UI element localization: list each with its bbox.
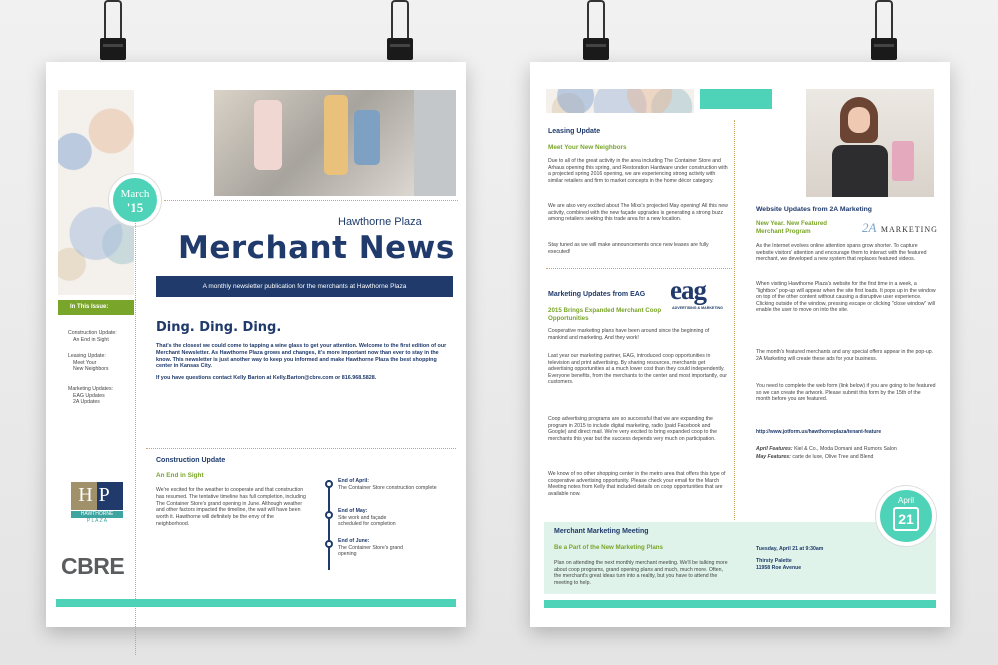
sidebar-item: Marketing Updates: EAG Updates 2A Updates [68, 386, 113, 405]
masthead-title: Merchant News [178, 230, 455, 266]
intro-heading: Ding. Ding. Ding. [156, 320, 282, 335]
april-features: April Features: Kiel & Co., Moda Domani and Rumors Salon [756, 446, 897, 452]
leasing-paragraph: Due to all of the great activity in the area including The Container Store and Arhaus opening this spring, and Restoration Hardware under construction with a projected spring 2016 opening, we are experiencing strong activity with similar retailers and firm to market concepts in the home décor category. [548, 158, 728, 184]
leasing-paragraph: Stay tuned as we will make announcements once new leases are fully executed! [548, 242, 709, 255]
eag-subheading: 2015 Brings Expanded Merchant Coop Opportunities [548, 307, 662, 322]
calendar-badge [876, 486, 936, 546]
eag-logo-sub: ADVERTISING & MARKETING [672, 306, 723, 310]
meeting-body: Plan on attending the next monthly merchant meeting. We'll be talking more about coop programs, grand opening plans and much, much more. Often, the merchant's great ideas turn into a reality, but you have to attend the meeting to help. [554, 560, 728, 586]
website-heading: Website Updates from 2A Marketing [756, 206, 872, 213]
meeting-when: Tuesday, April 21 at 9:30am [756, 546, 824, 552]
timeline-dot [325, 480, 333, 488]
decorative-pattern [546, 89, 694, 113]
sidebar-item: Construction Update: An End in Sight [68, 330, 117, 343]
timeline-line [328, 480, 330, 570]
newsletter-page-1 [46, 62, 466, 627]
woman-shopping-photo [806, 89, 934, 197]
leasing-paragraph: We are also very excited about The Mixx's projected May opening! All this new activity, combined with the new façade upgrades is generating a strong buzz among retailers seeking this trade area for a new location. [548, 203, 728, 222]
meeting-heading: Merchant Marketing Meeting [554, 528, 649, 535]
cbre-logo: CBRE [61, 553, 125, 579]
issue-year: '15 [126, 200, 144, 215]
leasing-heading: Leasing Update [548, 128, 601, 135]
tagline-banner: A monthly newsletter publication for the merchants at Hawthorne Plaza [156, 276, 453, 297]
timeline-dot [325, 511, 333, 519]
timeline-dot [325, 540, 333, 548]
website-paragraph: When visiting Hawthorne Plaza's website for the first time in a week, a "lightbox" pop-up will appear when the site first loads. It pops up in the window on top of the other content without causing a disruptive user experience. Clicking outside of the window, pressing escape or clicking "close window" will enable the user to move on into the site. [756, 281, 936, 313]
sidebar-item: Leasing Update: Meet Your New Neighbors [68, 353, 109, 372]
leasing-subheading: Meet Your New Neighbors [548, 144, 627, 151]
eag-paragraph: Last year our marketing partner, EAG, introduced coop opportunities in television and print advertising. By sharing resources, merchants get advertising opportunities at a much lower cost than they could independently. Everyone benefits, from the merchants to the center and most importantly, our customers. [548, 353, 727, 385]
meeting-box [544, 522, 936, 594]
eag-paragraph: Coop advertising programs are so successful that we are expanding the program in 2015 to include digital marketing, radio (paid Facebook and Google) and direct mail. We're very excited to bring expanded coop to the merchants this year but the success depends very much on participation. [548, 416, 718, 442]
meeting-address: 11958 Roe Avenue [756, 565, 802, 571]
teal-block [700, 89, 772, 109]
website-paragraph: As the Internet evolves online attention spans grow shorter. To capture website visitors' attention and encourage them to interact with the featured merchant, we developed a new system that replaces featured videos. [756, 243, 927, 262]
eag-paragraph: We know of no other shopping center in the metro area that offers this type of cooperative advertising opportunity. Please check your email for the March Meeting notes from Kelly that included details on coop opportunities that are available now. [548, 471, 726, 497]
calendar-month: April [897, 496, 914, 505]
website-paragraph: You need to complete the web form (link below) if you are going to be featured so we can create the artwork. Please submit this form by the 15th of the month before you are featured. [756, 383, 936, 402]
intro-body: That's the closest we could come to tapping a wine glass to get your attention. Welcome to the first edition of our Merchant Newsletter. As Hawthorne Plaza grows and changes, it's more important now than ever to stay in the know. This newsletter is just another way to keep you informed and make Hawthorne Plaza the best shopping center in Kansas City. [156, 343, 447, 370]
may-features: May Features: carte de luxe, Olive Tree and Blend [756, 454, 874, 460]
eag-heading: Marketing Updates from EAG [548, 291, 646, 298]
issue-month: March [120, 188, 150, 200]
meeting-subheading: Be a Part of the New Marketing Plans [554, 544, 663, 551]
website-subheading: New Year. New Featured Merchant Program [756, 220, 828, 235]
timeline-entry: End of June: The Container Store's grand opening [338, 538, 404, 557]
newsletter-page-2 [530, 62, 950, 627]
timeline-entry: End of May: Site work and façade scheduled for completion [338, 508, 396, 527]
sidebar-heading: In This Issue: [58, 300, 134, 315]
construction-subheading: An End in Sight [156, 472, 204, 479]
hero-photo-shopping [214, 90, 456, 196]
construction-body: We're excited for the weather to cooperate and that construction has resumed. The tentative timeline has full completion, including The Container Store's grand opening in June. Although weather and other factors impacted the timeline, the wait will have been worth it. Hawthorne will definitely be the envy of the neighborhood. [156, 487, 306, 527]
masthead-small: Hawthorne Plaza [338, 216, 422, 228]
eag-logo: eag [670, 275, 706, 305]
footer-bar [56, 599, 456, 607]
web-form-link[interactable]: http://www.jotform.us/hawthorneplaza/tenant-feature [756, 429, 882, 435]
eag-paragraph: Cooperative marketing plans have been around since the beginning of mankind and marketing. And they work! [548, 328, 710, 341]
meeting-venue: Thirsty Palette [756, 558, 792, 564]
hawthorne-plaza-logo: HP HAWTHORNE P L A Z A [71, 482, 123, 524]
footer-bar [544, 600, 936, 608]
construction-heading: Construction Update [156, 457, 226, 464]
2a-marketing-logo: 2A MARKETING [862, 220, 938, 235]
intro-contact: If you have questions contact Kelly Barton at Kelly.Barton@cbre.com or 816.968.5828. [156, 375, 377, 381]
website-paragraph: The month's featured merchants and any special offers appear in the pop-up. 2A Marketing will create these ads for your business. [756, 349, 934, 362]
timeline-entry: End of April: The Container Store construction complete [338, 478, 437, 491]
calendar-day: 21 [893, 507, 919, 531]
